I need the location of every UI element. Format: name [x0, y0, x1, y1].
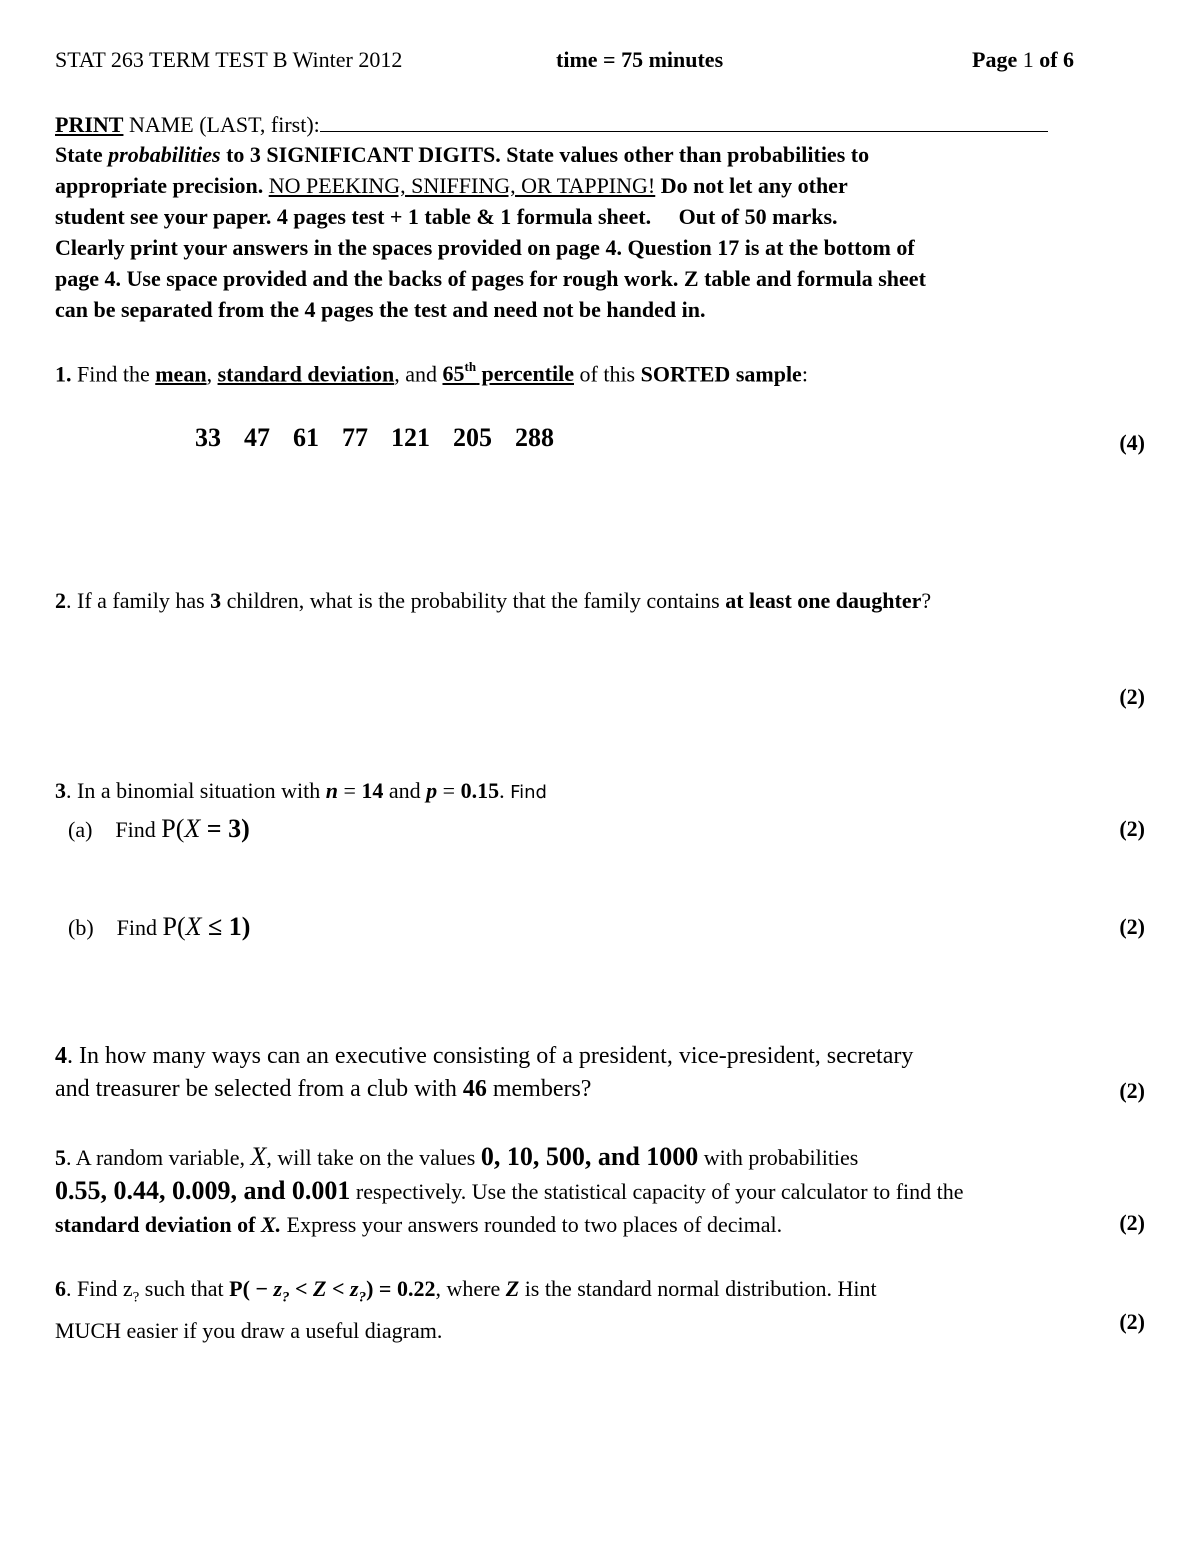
instruction-line-1: State probabilities to 3 SIGNIFICANT DIGITS. State values other than probabilities to [55, 142, 870, 167]
q5-marks: (2) [1119, 1210, 1145, 1235]
q2-marks: (2) [1119, 684, 1145, 709]
page-number: 1 [1022, 47, 1034, 72]
q3b-marks: (2) [1119, 914, 1145, 939]
question-3a: (a) Find P(X = 3) [68, 814, 250, 843]
question-4: 4. In how many ways can an executive consisting of a president, vice-president, secretary and treasurer be selected from a club with 46 members? [55, 1043, 914, 1102]
q4-marks: (2) [1119, 1078, 1145, 1103]
instruction-line-3: student see your paper. 4 pages test + 1 table & 1 formula sheet. Out of 50 marks. [55, 204, 838, 229]
instruction-line-6: can be separated from the 4 pages the test and need not be handed in. [55, 297, 706, 322]
sample-value: 121 [391, 423, 430, 452]
question-6: 6. Find $z_?$ such that $P( - z_? < Z < z_?) = 0.22$, where Z is the standard normal distribution. Hint MUCH easier if you draw a useful diagram. [55, 1276, 877, 1344]
question-3: 3. In a binomial situation with n = 14 and p = 0.15. Find [55, 778, 547, 803]
name-blank[interactable] [320, 111, 1048, 132]
sample-value: 47 [244, 423, 270, 452]
question-1: 1. Find the mean, standard deviation, and 65th percentile of this SORTED sample: [55, 359, 808, 387]
name-label: NAME (LAST, first): [123, 112, 320, 137]
name-field-row [55, 111, 1048, 138]
question-5: 5. A random variable, X, will take on the values 0, 10, 500, and 1000 with probabilities 0.55, 0.44, 0.009, and 0.001 respectively. Use the statistical capacity of your calculator to find the standard deviation of X. Express your answers rounded to two places of decimal. [55, 1142, 964, 1237]
instruction-line-5: page 4. Use space provided and the backs of pages for rough work. Z table and formula sheet [55, 266, 926, 291]
page-of: of 6 [1039, 47, 1075, 72]
sample-value: 205 [453, 423, 492, 452]
instructions-block [55, 139, 926, 325]
question-2: 2. If a family has 3 children, what is the probability that the family contains at least one daughter? [55, 588, 932, 613]
instruction-line-4: Clearly print your answers in the spaces provided on page 4. Question 17 is at the bottom of [55, 235, 915, 260]
instruction-line-2: appropriate precision. NO PEEKING, SNIFFING, OR TAPPING! Do not let any other [55, 173, 848, 198]
sample-value: 77 [342, 423, 368, 452]
sample-value: 288 [515, 423, 554, 452]
time-limit: time = 75 minutes [556, 47, 724, 72]
sample-value: 61 [293, 423, 319, 452]
course-title: STAT 263 TERM TEST B Winter 2012 [55, 47, 403, 72]
print-label: PRINT [55, 112, 124, 137]
page-indicator [972, 47, 1074, 73]
sample-value: 33 [195, 423, 221, 452]
question-3b: (b) Find P(X ≤ 1) [68, 912, 251, 941]
q1-marks: (4) [1119, 430, 1145, 455]
q6-marks: (2) [1119, 1309, 1145, 1334]
page-word: Page [972, 47, 1018, 72]
q3a-marks: (2) [1119, 816, 1145, 841]
sample-values [195, 423, 577, 453]
